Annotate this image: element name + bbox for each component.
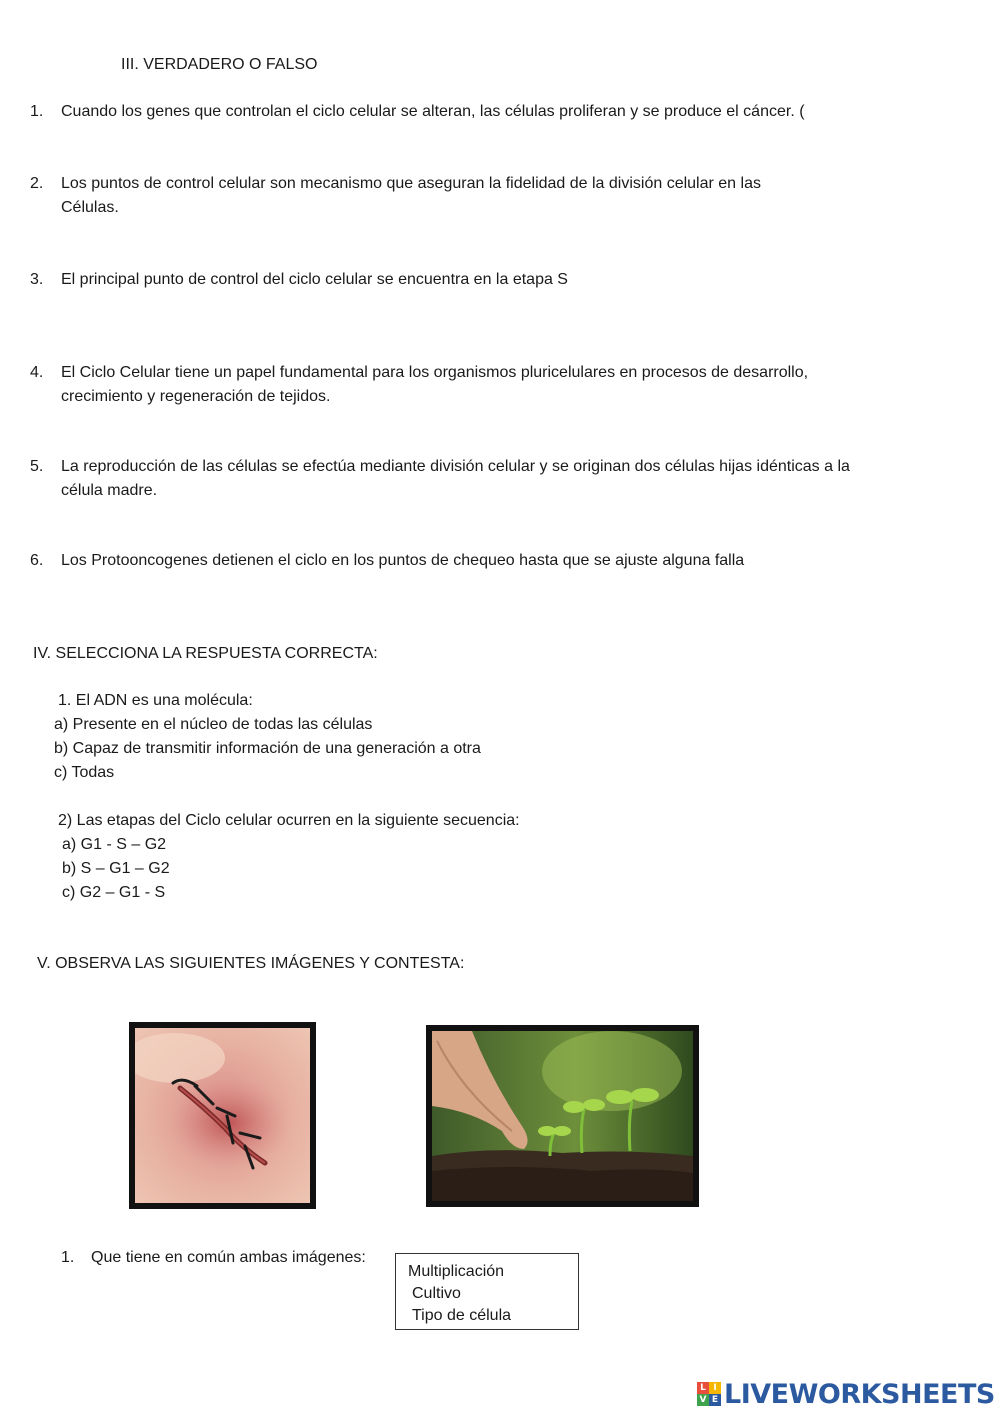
- item-text: Cuando los genes que controlan el ciclo celular se alteran, las células proliferan y se produce el cáncer. (: [61, 103, 805, 120]
- liveworksheets-logo: [697, 1377, 995, 1411]
- answer-option[interactable]: Cultivo: [412, 1285, 461, 1302]
- item-number: 3.: [30, 271, 44, 288]
- question-text: 1. El ADN es una molécula:: [58, 692, 253, 709]
- item-text-continued: célula madre.: [61, 482, 158, 499]
- question-text: 2) Las etapas del Ciclo celular ocurren en la siguiente secuencia:: [58, 812, 520, 829]
- item-text-continued: Células.: [61, 199, 119, 216]
- answer-dropdown-box[interactable]: [395, 1253, 579, 1330]
- item-number: 5.: [30, 458, 44, 475]
- answer-option[interactable]: Tipo de célula: [412, 1307, 512, 1324]
- section-3-heading: III. VERDADERO O FALSO: [121, 56, 318, 73]
- section-4-heading: IV. SELECCIONA LA RESPUESTA CORRECTA:: [33, 645, 378, 662]
- item-text: Los puntos de control celular son mecanismo que aseguran la fidelidad de la división celular en las: [61, 175, 761, 192]
- wound-stitches-image: [129, 1022, 316, 1209]
- option-b[interactable]: b) S – G1 – G2: [62, 860, 170, 877]
- item-text: La reproducción de las células se efectúa mediante división celular y se originan dos células hijas idénticas a la: [61, 458, 850, 475]
- brand-text: LIVEWORKSHEETS: [724, 1378, 995, 1410]
- seedlings-photo: [432, 1031, 693, 1201]
- question-text: Que tiene en común ambas imágenes:: [91, 1249, 366, 1266]
- item-number: 4.: [30, 364, 44, 381]
- item-number: 2.: [30, 175, 44, 192]
- option-c[interactable]: c) Todas: [54, 764, 115, 781]
- logo-mark-icon: L I V E: [697, 1382, 721, 1406]
- option-c[interactable]: c) G2 – G1 - S: [62, 884, 166, 901]
- question-number: 1.: [61, 1249, 75, 1266]
- option-b[interactable]: b) Capaz de transmitir información de una generación a otra: [54, 740, 481, 757]
- plant-seedlings-image: [426, 1025, 699, 1207]
- section-5-heading: V. OBSERVA LAS SIGUIENTES IMÁGENES Y CONTESTA:: [37, 955, 465, 972]
- item-text: El principal punto de control del ciclo celular se encuentra en la etapa S: [61, 271, 568, 288]
- option-a[interactable]: a) Presente en el núcleo de todas las células: [54, 716, 373, 733]
- item-text: El Ciclo Celular tiene un papel fundamental para los organismos pluricelulares en procesos de desarrollo,: [61, 364, 809, 381]
- option-a[interactable]: a) G1 - S – G2: [62, 836, 167, 853]
- item-number: 6.: [30, 552, 44, 569]
- item-number: 1.: [30, 103, 44, 120]
- item-text-continued: crecimiento y regeneración de tejidos.: [61, 388, 331, 405]
- item-text: Los Protooncogenes detienen el ciclo en los puntos de chequeo hasta que se ajuste alguna falla: [61, 552, 745, 569]
- answer-option[interactable]: Multiplicación: [408, 1263, 505, 1280]
- wound-photo: [135, 1028, 310, 1203]
